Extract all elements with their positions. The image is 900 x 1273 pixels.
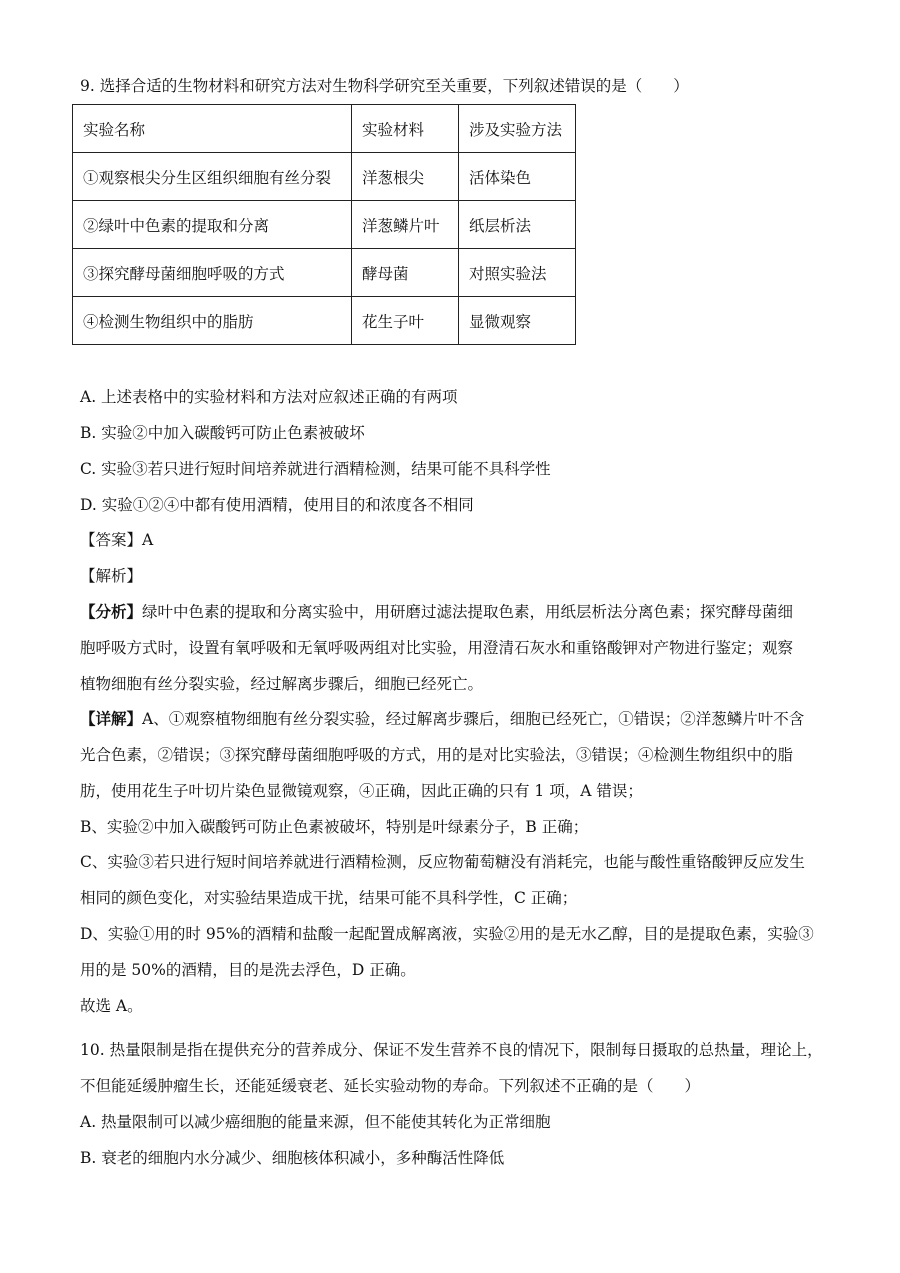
q9-detail-line: 【详解】A、①观察植物细胞有丝分裂实验，经过解离步骤后，细胞已经死亡，①错误；②洋葱鳞片叶不含 (80, 709, 805, 728)
q9-analysis-line: 【分析】绿叶中色素的提取和分离实验中，用研磨过滤法提取色素，用纸层析法分离色素；探究酵母菌细 (80, 602, 794, 621)
table-header-cell: 涉及实验方法 (459, 105, 576, 153)
q9-answer: 【答案】A (80, 531, 154, 549)
q9-detail-line: 用的是 50%的酒精，目的是洗去浮色，D 正确。 (80, 961, 416, 979)
table-row (73, 201, 576, 249)
q9-analysis-line: 植物细胞有丝分裂实验，经过解离步骤后，细胞已经死亡。 (80, 675, 484, 693)
table-cell: 活体染色 (459, 153, 576, 201)
q9-option-b: B. 实验②中加入碳酸钙可防止色素被破坏 (80, 424, 365, 442)
q9-option-c: C. 实验③若只进行短时间培养就进行酒精检测，结果可能不具科学性 (80, 460, 551, 478)
table-cell: ②绿叶中色素的提取和分离 (73, 201, 352, 249)
q9-detail-line: 相同的颜色变化，对实验结果造成干扰，结果可能不具科学性，C 正确； (80, 889, 578, 907)
table-cell: ③探究酵母菌细胞呼吸的方式 (73, 249, 352, 297)
table-cell: ④检测生物组织中的脂肪 (73, 297, 352, 345)
q9-detail-line: C、实验③若只进行短时间培养就进行酒精检测，反应物葡萄糖没有消耗完，也能与酸性重铬酸钾反应发生 (80, 853, 805, 871)
q10-option-a: A. 热量限制可以减少癌细胞的能量来源，但不能使其转化为正常细胞 (80, 1113, 551, 1131)
q9-conclusion: 故选 A。 (80, 997, 143, 1015)
table-cell: 洋葱根尖 (352, 153, 459, 201)
table-cell: ①观察根尖分生区组织细胞有丝分裂 (73, 153, 352, 201)
q9-detail-line: D、实验①用的时 95%的酒精和盐酸一起配置成解离液，实验②用的是无水乙醇，目的是提取色素，实验③ (80, 925, 814, 943)
experiment-table (72, 104, 576, 345)
table-cell: 花生子叶 (352, 297, 459, 345)
table-header-row (73, 105, 576, 153)
table-row (73, 249, 576, 297)
q9-option-a: A. 上述表格中的实验材料和方法对应叙述正确的有两项 (80, 388, 458, 406)
table-cell: 洋葱鳞片叶 (352, 201, 459, 249)
q9-option-d: D. 实验①②④中都有使用酒精，使用目的和浓度各不相同 (80, 496, 474, 514)
q9-detail-line: 肪，使用花生子叶切片染色显微镜观察，④正确，因此正确的只有 1 项，A 错误； (80, 782, 643, 800)
table-cell: 对照实验法 (459, 249, 576, 297)
q10-stem-line: 10. 热量限制是指在提供充分的营养成分、保证不发生营养不良的情况下，限制每日摄取的总热量，理论上， (80, 1041, 823, 1059)
table-header-cell: 实验材料 (352, 105, 459, 153)
q9-detail-line: B、实验②中加入碳酸钙可防止色素被破坏，特别是叶绿素分子，B 正确； (80, 818, 589, 836)
q10-stem-line: 不但能延缓肿瘤生长，还能延缓衰老、延长实验动物的寿命。下列叙述不正确的是（ ） (80, 1077, 701, 1095)
q9-detail-line: 光合色素，②错误；③探究酵母菌细胞呼吸的方式，用的是对比实验法，③错误；④检测生物组织中的脂 (80, 746, 794, 764)
q9-analysis-line: 胞呼吸方式时，设置有氧呼吸和无氧呼吸两组对比实验，用澄清石灰水和重铬酸钾对产物进行鉴定；观察 (80, 639, 794, 657)
table-cell: 纸层析法 (459, 201, 576, 249)
table-row (73, 153, 576, 201)
table-cell: 显微观察 (459, 297, 576, 345)
table-header-cell: 实验名称 (73, 105, 352, 153)
q9-stem: 9. 选择合适的生物材料和研究方法对生物科学研究至关重要，下列叙述错误的是（ ） (80, 77, 689, 95)
table-row (73, 297, 576, 345)
table-cell: 酵母菌 (352, 249, 459, 297)
q9-analysis-label: 【解析】 (80, 567, 143, 585)
q10-option-b: B. 衰老的细胞内水分减少、细胞核体积减小，多种酶活性降低 (80, 1149, 505, 1167)
